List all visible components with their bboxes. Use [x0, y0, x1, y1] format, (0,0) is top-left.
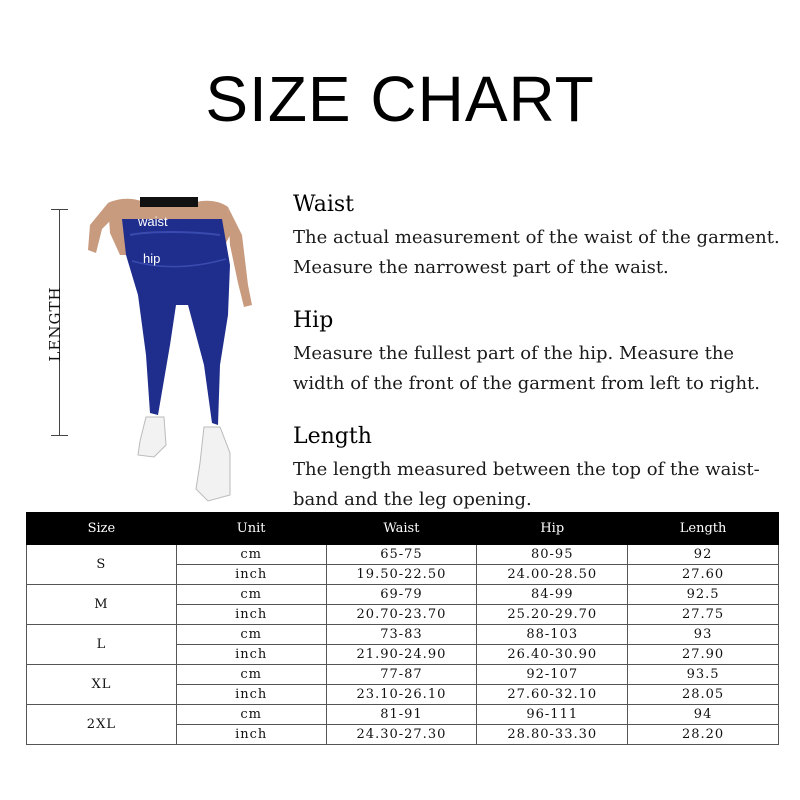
hip-cell: 92-107 [477, 665, 628, 685]
length-cell: 28.20 [628, 725, 779, 745]
header-unit: Unit [176, 513, 326, 545]
header-length: Length [628, 513, 779, 545]
waist-cell: 23.10-26.10 [326, 685, 477, 705]
length-description [293, 424, 793, 515]
waist-text-line-1: The actual measurement of the waist of the garment. [293, 227, 780, 248]
waist-cell: 77-87 [326, 665, 477, 685]
leggings-model-illustration [80, 195, 255, 510]
model-figure [25, 195, 255, 510]
length-ruler-top-cap [51, 209, 68, 210]
table-row [27, 585, 779, 605]
unit-cell: inch [176, 605, 326, 625]
hip-text-line-1: Measure the fullest part of the hip. Measure the [293, 343, 735, 364]
length-cell: 92 [628, 545, 779, 565]
length-heading: Length [293, 424, 372, 449]
length-text-line-2: band and the leg opening. [293, 489, 532, 510]
waist-cell: 81-91 [326, 705, 477, 725]
page-title: SIZE CHART [205, 63, 595, 135]
waist-cell: 21.90-24.90 [326, 645, 477, 665]
size-cell: L [27, 625, 177, 665]
size-cell: M [27, 585, 177, 625]
waist-cell: 19.50-22.50 [326, 565, 477, 585]
hip-cell: 28.80-33.30 [477, 725, 628, 745]
length-cell: 92.5 [628, 585, 779, 605]
hip-cell: 96-111 [477, 705, 628, 725]
unit-cell: inch [176, 725, 326, 745]
hip-description [293, 308, 793, 399]
waist-cell: 65-75 [326, 545, 477, 565]
hip-cell: 27.60-32.10 [477, 685, 628, 705]
table-row [27, 625, 779, 645]
length-cell: 93 [628, 625, 779, 645]
waist-cell: 69-79 [326, 585, 477, 605]
hip-heading: Hip [293, 308, 334, 333]
header-waist: Waist [326, 513, 477, 545]
length-cell: 27.60 [628, 565, 779, 585]
hip-text-line-2: width of the front of the garment from left to right. [293, 373, 760, 394]
unit-cell: inch [176, 645, 326, 665]
hip-cell: 88-103 [477, 625, 628, 645]
unit-cell: cm [176, 545, 326, 565]
table-row [27, 545, 779, 565]
length-cell: 94 [628, 705, 779, 725]
size-cell: S [27, 545, 177, 585]
length-ruler-bottom-cap [51, 435, 68, 436]
hip-cell: 26.40-30.90 [477, 645, 628, 665]
length-cell: 27.90 [628, 645, 779, 665]
hip-cell: 24.00-28.50 [477, 565, 628, 585]
waist-cell: 24.30-27.30 [326, 725, 477, 745]
hip-cell: 25.20-29.70 [477, 605, 628, 625]
hip-cell: 80-95 [477, 545, 628, 565]
waist-cell: 73-83 [326, 625, 477, 645]
unit-cell: cm [176, 665, 326, 685]
unit-cell: inch [176, 565, 326, 585]
length-text-line-1: The length measured between the top of the waist- [293, 459, 760, 480]
waist-description [293, 192, 793, 283]
waist-tag: waist [138, 214, 168, 229]
unit-cell: inch [176, 685, 326, 705]
waist-text-line-2: Measure the narrowest part of the waist. [293, 257, 669, 278]
length-cell: 27.75 [628, 605, 779, 625]
length-cell: 28.05 [628, 685, 779, 705]
table-header-row [27, 513, 779, 545]
unit-cell: cm [176, 625, 326, 645]
waist-cell: 20.70-23.70 [326, 605, 477, 625]
length-cell: 93.5 [628, 665, 779, 685]
size-cell: 2XL [27, 705, 177, 745]
waist-heading: Waist [293, 192, 354, 217]
hip-tag: hip [143, 251, 161, 266]
header-hip: Hip [477, 513, 628, 545]
table-row [27, 665, 779, 685]
table-row [27, 705, 779, 725]
size-cell: XL [27, 665, 177, 705]
unit-cell: cm [176, 705, 326, 725]
size-table [26, 512, 779, 745]
hip-cell: 84-99 [477, 585, 628, 605]
unit-cell: cm [176, 585, 326, 605]
length-ruler-label: LENGTH [46, 286, 64, 362]
header-size: Size [27, 513, 177, 545]
